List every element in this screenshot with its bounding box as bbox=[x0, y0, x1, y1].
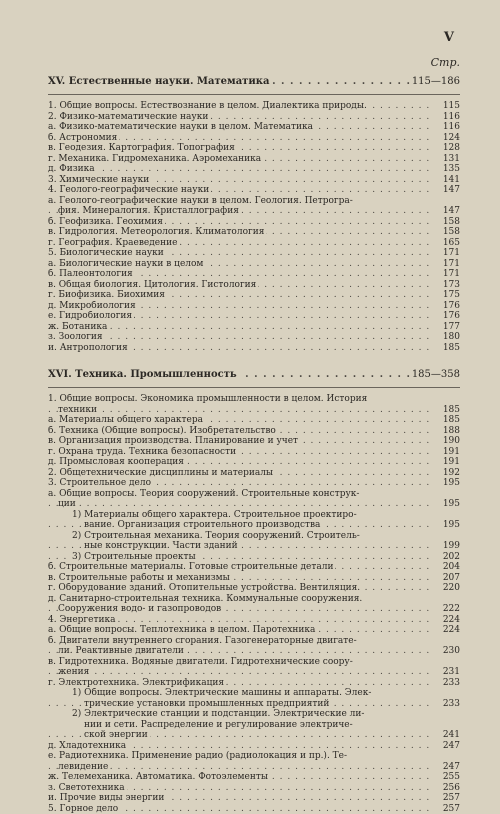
toc-entry-page: 222 bbox=[441, 604, 460, 615]
toc-entry-title: и. Антропология bbox=[48, 343, 130, 353]
toc-entry bbox=[48, 499, 460, 510]
toc-entry bbox=[48, 280, 460, 291]
toc-entry-title: 1) Материалы общего характера. Строительное проектиро- bbox=[72, 510, 359, 520]
toc-entry bbox=[48, 804, 460, 814]
toc-entry-page: 191 bbox=[441, 457, 460, 468]
toc-entry-page: 199 bbox=[441, 541, 460, 552]
toc-entry-title: 2. Физико-математические науки bbox=[48, 112, 210, 122]
toc-entry bbox=[48, 657, 460, 668]
toc-entry bbox=[48, 510, 460, 521]
toc-entry-page: 173 bbox=[441, 280, 460, 291]
toc-entry-page: 255 bbox=[441, 772, 460, 783]
toc-entry-page: 241 bbox=[441, 730, 460, 741]
toc-entry-title: ции bbox=[58, 499, 78, 509]
toc-entry-title: трические установки промышленных предприятий bbox=[84, 699, 331, 709]
section-rule bbox=[48, 94, 460, 95]
toc-entry-title: б. Геофизика. Геохимия bbox=[48, 217, 165, 227]
section-title: XV. Естественные науки. Математика bbox=[48, 76, 272, 87]
toc-entry-title: в. Общая биология. Цитология. Гистология bbox=[48, 280, 258, 290]
toc-entry-page: 195 bbox=[441, 520, 460, 531]
toc-entry-page: 116 bbox=[441, 112, 460, 123]
toc-entry bbox=[48, 520, 460, 531]
toc-entry bbox=[48, 206, 460, 217]
toc-entry bbox=[48, 196, 460, 207]
toc-entry-title: з. Светотехника bbox=[48, 783, 127, 793]
toc-entry-page: 185 bbox=[441, 415, 460, 426]
toc-entry-title: г. Механика. Гидромеханика. Аэромеханика bbox=[48, 154, 263, 164]
toc-entry-title: б. Палеонтология bbox=[48, 269, 135, 279]
toc-entry bbox=[48, 301, 460, 312]
toc-entry-page: 233 bbox=[441, 678, 460, 689]
toc-entry-title: ской энергии bbox=[84, 730, 150, 740]
toc-entry-title: вание. Организация строительного производства bbox=[84, 520, 322, 530]
section-rule bbox=[48, 387, 460, 388]
toc-entry bbox=[48, 688, 460, 699]
toc-entry-page: 180 bbox=[441, 332, 460, 343]
toc-entry-title: 5. Горное дело bbox=[48, 804, 120, 814]
toc-entry-title: а. Общие вопросы. Теплотехника в целом. Паротехника bbox=[48, 625, 317, 635]
section-gap bbox=[48, 353, 460, 359]
toc-entry bbox=[48, 583, 460, 594]
toc-entry bbox=[48, 646, 460, 657]
toc-entry-title: а. Биологические науки в целом bbox=[48, 259, 205, 269]
toc-entry bbox=[48, 751, 460, 762]
toc-entry-page: 220 bbox=[441, 583, 460, 594]
toc-entry-page: 176 bbox=[441, 301, 460, 312]
toc-entry-page: 256 bbox=[441, 783, 460, 794]
toc-entry-title: г. Электротехника. Электрификация bbox=[48, 678, 226, 688]
toc-entry bbox=[48, 489, 460, 500]
toc-entry-title: в. Геодезия. Картография. Топография bbox=[48, 143, 237, 153]
toc-entry-title: левидение bbox=[58, 762, 110, 772]
toc-entry-page: 231 bbox=[441, 667, 460, 678]
toc-entry bbox=[48, 720, 460, 731]
toc-entry bbox=[48, 678, 460, 689]
toc-entry bbox=[48, 154, 460, 165]
toc-entry bbox=[48, 783, 460, 794]
toc-entry-title: 5. Биологические науки bbox=[48, 248, 166, 258]
toc-entry-page: 192 bbox=[441, 468, 460, 479]
toc-entry-title: ли. Реактивные двигатели bbox=[58, 646, 186, 656]
toc-entry-title: 3. Строительное дело bbox=[48, 478, 153, 488]
toc-entry-page: 171 bbox=[441, 248, 460, 259]
toc-entry-title: ные конструкции. Части зданий bbox=[84, 541, 240, 551]
toc-entry-page: 141 bbox=[441, 175, 460, 186]
toc-entry-title: д. Промысловая кооперация bbox=[48, 457, 186, 467]
toc-entry-page: 185 bbox=[441, 343, 460, 354]
toc-entry bbox=[48, 793, 460, 804]
toc-entry-page: 128 bbox=[441, 143, 460, 154]
toc-entry-title: г. Оборудование зданий. Отопительные устройства. Вентиляция. bbox=[48, 583, 362, 593]
toc-entry-title: 3. Химические науки bbox=[48, 175, 151, 185]
toc-entry bbox=[48, 615, 460, 626]
toc-entry bbox=[48, 457, 460, 468]
toc-entry bbox=[48, 394, 460, 405]
toc-entry-page: 195 bbox=[441, 478, 460, 489]
toc-entry-page: 147 bbox=[441, 185, 460, 196]
toc-content bbox=[48, 66, 460, 814]
toc-entry-page: 171 bbox=[441, 269, 460, 280]
toc-entry-title: в. Организация производства. Планирование и учет bbox=[48, 436, 300, 446]
toc-entry-page: 158 bbox=[441, 217, 460, 228]
toc-entry-page: 188 bbox=[441, 426, 460, 437]
toc-entry-title: 4. Геолого-географические науки bbox=[48, 185, 211, 195]
toc-entry bbox=[48, 625, 460, 636]
toc-entry bbox=[48, 447, 460, 458]
toc-entry-title: в. Строительные работы и механизмы bbox=[48, 573, 232, 583]
toc-entry-title: д. Микробиология bbox=[48, 301, 138, 311]
toc-entry-page: 158 bbox=[441, 227, 460, 238]
toc-entry-title: 3) Строительные проекты bbox=[72, 552, 198, 562]
toc-entry-title: 4. Энергетика bbox=[48, 615, 117, 625]
toc-entry bbox=[48, 699, 460, 710]
toc-entry-page: 175 bbox=[441, 290, 460, 301]
toc-entry bbox=[48, 604, 460, 615]
toc-entry-title: Сооружения водо- и газопроводов bbox=[58, 604, 223, 614]
toc-entry bbox=[48, 762, 460, 773]
toc-entry bbox=[48, 709, 460, 720]
toc-entry-page: 224 bbox=[441, 625, 460, 636]
toc-entry bbox=[48, 405, 460, 416]
toc-entry-page: 230 bbox=[441, 646, 460, 657]
page-number: V bbox=[444, 30, 454, 45]
toc-entry-page: 176 bbox=[441, 311, 460, 322]
toc-entry-page: 115 bbox=[441, 101, 460, 112]
toc-entry-title: в. Гидротехника. Водяные двигатели. Гидротехнические соору- bbox=[48, 657, 355, 667]
toc-entry-title: в. Гидрология. Метеорология. Климатология bbox=[48, 227, 266, 237]
toc-entry-title: е. Радиотехника. Применение радио (радиолокация и пр.). Те- bbox=[48, 751, 349, 761]
toc-entry-title: а. Общие вопросы. Теория сооружений. Строительные конструк- bbox=[48, 489, 361, 499]
toc-entry bbox=[48, 730, 460, 741]
toc-entry bbox=[48, 573, 460, 584]
section-heading bbox=[48, 76, 460, 88]
page-column-label: Стр. bbox=[431, 56, 460, 69]
toc-entry-title: б. Астрономия bbox=[48, 133, 119, 143]
toc-entry-page: 195 bbox=[441, 499, 460, 510]
toc-entry-title: жения bbox=[58, 667, 91, 677]
toc-entry-title: г. География. Краеведение bbox=[48, 238, 179, 248]
toc-entry bbox=[48, 594, 460, 605]
toc-entry-page: 247 bbox=[441, 762, 460, 773]
toc-entry bbox=[48, 175, 460, 186]
toc-entry-title: ж. Ботаника bbox=[48, 322, 109, 332]
section-heading bbox=[48, 369, 460, 381]
toc-entry bbox=[48, 101, 460, 112]
toc-entry bbox=[48, 772, 460, 783]
toc-entry-page: 165 bbox=[441, 238, 460, 249]
toc-entry bbox=[48, 667, 460, 678]
toc-entry-page: 116 bbox=[441, 122, 460, 133]
toc-entry bbox=[48, 562, 460, 573]
toc-entry-title: 1. Общие вопросы. Естествознание в целом. Диалектика природы. bbox=[48, 101, 369, 111]
toc-entry-page: 202 bbox=[441, 552, 460, 563]
toc-entry-title: б. Строительные материалы. Готовые строительные детали bbox=[48, 562, 335, 572]
toc-entry bbox=[48, 468, 460, 479]
toc-entry bbox=[48, 531, 460, 542]
toc-entry-title: б. Техника (Общие вопросы). Изобретательство bbox=[48, 426, 278, 436]
toc-entry-page: 224 bbox=[441, 615, 460, 626]
toc-entry-title: 1. Общие вопросы. Экономика промышленности в целом. История bbox=[48, 394, 369, 404]
toc-entry bbox=[48, 112, 460, 123]
toc-entry-page: 147 bbox=[441, 206, 460, 217]
toc-entry-title: а. Материалы общего характера bbox=[48, 415, 205, 425]
toc-entry bbox=[48, 227, 460, 238]
toc-entry bbox=[48, 290, 460, 301]
toc-entry-page: 124 bbox=[441, 133, 460, 144]
toc-entry bbox=[48, 415, 460, 426]
toc-entry-page: 247 bbox=[441, 741, 460, 752]
toc-entry bbox=[48, 478, 460, 489]
toc-entry bbox=[48, 426, 460, 437]
toc-entry bbox=[48, 122, 460, 133]
toc-entry-title: д. Физика bbox=[48, 164, 97, 174]
toc-entry bbox=[48, 259, 460, 270]
toc-entry bbox=[48, 238, 460, 249]
toc-entry-title: а. Геолого-географические науки в целом. Геология. Петрогра- bbox=[48, 196, 355, 206]
toc-entry bbox=[48, 436, 460, 447]
toc-entry-title: ж. Телемеханика. Автоматика. Фотоэлементы bbox=[48, 772, 270, 782]
section-pages: 115—186 bbox=[410, 76, 460, 88]
toc-entry bbox=[48, 343, 460, 354]
toc-entry-title: 2) Строительная механика. Теория сооружений. Строитель- bbox=[72, 531, 362, 541]
toc-entry bbox=[48, 248, 460, 259]
toc-entry-title: д. Хладотехника bbox=[48, 741, 128, 751]
toc-entry-title: техники bbox=[58, 405, 99, 415]
toc-entry-title: г. Биофизика. Биохимия bbox=[48, 290, 167, 300]
toc-entry bbox=[48, 164, 460, 175]
toc-entry-title: 2. Общетехнические дисциплины и материалы bbox=[48, 468, 275, 478]
toc-entry-title: з. Зоология bbox=[48, 332, 105, 342]
toc-entry bbox=[48, 541, 460, 552]
toc-entry bbox=[48, 133, 460, 144]
toc-entry bbox=[48, 311, 460, 322]
toc-entry-title: 2) Электрические станции и подстанции. Электрические ли- bbox=[72, 709, 366, 719]
toc-entry-page: 257 bbox=[441, 793, 460, 804]
toc-entry-page: 177 bbox=[441, 322, 460, 333]
toc-entry bbox=[48, 741, 460, 752]
toc-entry-page: 190 bbox=[441, 436, 460, 447]
toc-entry-title: е. Гидробиология bbox=[48, 311, 134, 321]
toc-entry-page: 135 bbox=[441, 164, 460, 175]
toc-entry-page: 131 bbox=[441, 154, 460, 165]
toc-entry bbox=[48, 217, 460, 228]
toc-entry-title: и. Прочие виды энергии bbox=[48, 793, 166, 803]
toc-entry-title: а. Физико-математические науки в целом. Математика bbox=[48, 122, 315, 132]
toc-entry-page: 171 bbox=[441, 259, 460, 270]
toc-entry bbox=[48, 322, 460, 333]
toc-entry-page: 185 bbox=[441, 405, 460, 416]
toc-entry-title: 1) Общие вопросы. Электрические машины и аппараты. Элек- bbox=[72, 688, 373, 698]
toc-entry bbox=[48, 552, 460, 563]
toc-entry bbox=[48, 636, 460, 647]
section-pages: 185—358 bbox=[410, 369, 460, 381]
toc-entry bbox=[48, 269, 460, 280]
toc-entry-page: 233 bbox=[441, 699, 460, 710]
toc-entry-page: 257 bbox=[441, 804, 460, 814]
section-title: XVI. Техника. Промышленность bbox=[48, 369, 239, 380]
toc-entry-title: д. Санитарно-строительная техника. Коммунальные сооружения. bbox=[48, 594, 364, 604]
toc-entry-title: г. Охрана труда. Техника безопасности bbox=[48, 447, 238, 457]
toc-entry bbox=[48, 185, 460, 196]
toc-entry-title: б. Двигатели внутреннего сгорания. Газогенераторные двигате- bbox=[48, 636, 359, 646]
toc-entry-title: нии и сети. Распределение и регулирование электриче- bbox=[84, 720, 355, 730]
toc-entry-title: фия. Минералогия. Кристаллография bbox=[58, 206, 241, 216]
toc-entry bbox=[48, 332, 460, 343]
toc-entry-page: 204 bbox=[441, 562, 460, 573]
toc-entry-page: 191 bbox=[441, 447, 460, 458]
toc-entry bbox=[48, 143, 460, 154]
toc-entry-page: 207 bbox=[441, 573, 460, 584]
